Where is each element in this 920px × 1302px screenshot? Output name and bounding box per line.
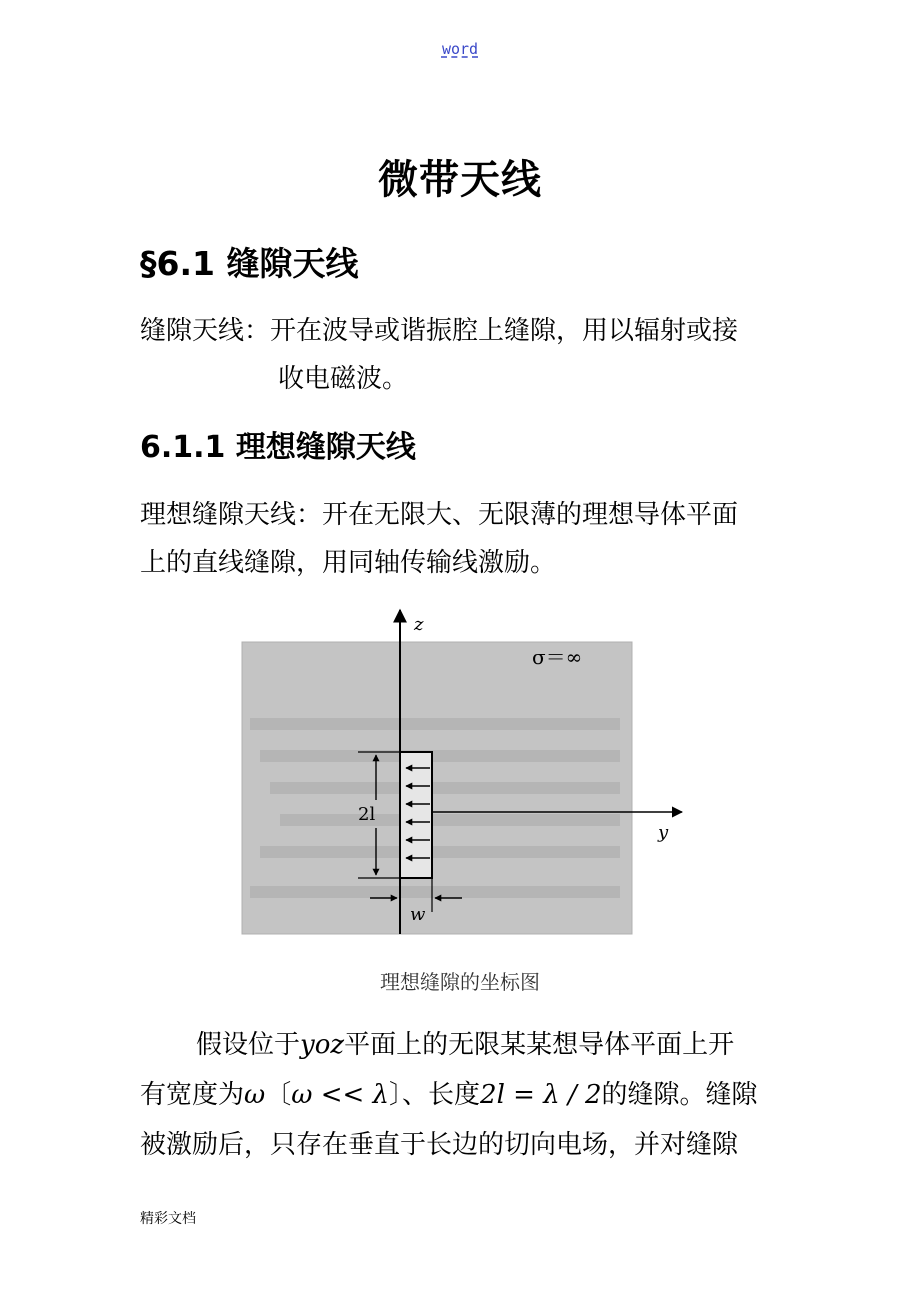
paragraph-assumption-line1 xyxy=(196,1020,734,1070)
length-label: 2l xyxy=(358,804,376,825)
section-heading-6-1-1: 6.1.1 理想缝隙天线 xyxy=(140,430,416,465)
figure-caption: 理想缝隙的坐标图 xyxy=(380,970,540,994)
p3-l2-m3: 2l = λ / 2 xyxy=(480,1080,602,1110)
p3-l2-mid1: 〔 xyxy=(265,1080,292,1110)
header-word-link[interactable]: word xyxy=(441,40,479,58)
paragraph-assumption-line3: 被激励后，只存在垂直于长边的切向电场，并对缝隙 xyxy=(140,1130,739,1160)
document-title: 微带天线 xyxy=(378,157,542,203)
sigma-label: σ＝∞ xyxy=(532,645,583,669)
z-axis-label: z xyxy=(414,614,424,635)
section-heading-6-1: §6.1 缝隙天线 xyxy=(140,244,359,283)
footer-text: 精彩文档 xyxy=(140,1211,196,1227)
p3-l1-post: 平面上的无限某某想导体平面上开 xyxy=(344,1030,735,1060)
p3-l2-m2: ω << λ xyxy=(291,1080,390,1110)
paragraph-ideal-slot-line2: 上的直线缝隙，用同轴传输线激励。 xyxy=(140,548,557,578)
y-axis-label: y xyxy=(658,822,669,843)
paragraph-slot-antenna-line2: 收电磁波。 xyxy=(278,364,409,394)
p3-l1-math: yoz xyxy=(300,1030,345,1060)
p3-l2-m1: ω xyxy=(244,1080,266,1110)
width-label: w xyxy=(410,904,426,925)
slot xyxy=(400,752,432,878)
p3-l2-post: 的缝隙。缝隙 xyxy=(601,1080,758,1110)
slot-coordinate-figure xyxy=(230,600,690,940)
p3-l1-pre: 假设位于 xyxy=(196,1030,301,1060)
p3-l2-mid2: 〕、长度 xyxy=(389,1080,481,1110)
p3-l2-pre: 有宽度为 xyxy=(140,1080,245,1110)
paragraph-assumption-line2 xyxy=(140,1070,758,1120)
paragraph-ideal-slot-line1: 理想缝隙天线：开在无限大、无限薄的理想导体平面 xyxy=(140,500,739,530)
paragraph-slot-antenna-line1: 缝隙天线：开在波导或谐振腔上缝隙，用以辐射或接 xyxy=(140,316,739,346)
